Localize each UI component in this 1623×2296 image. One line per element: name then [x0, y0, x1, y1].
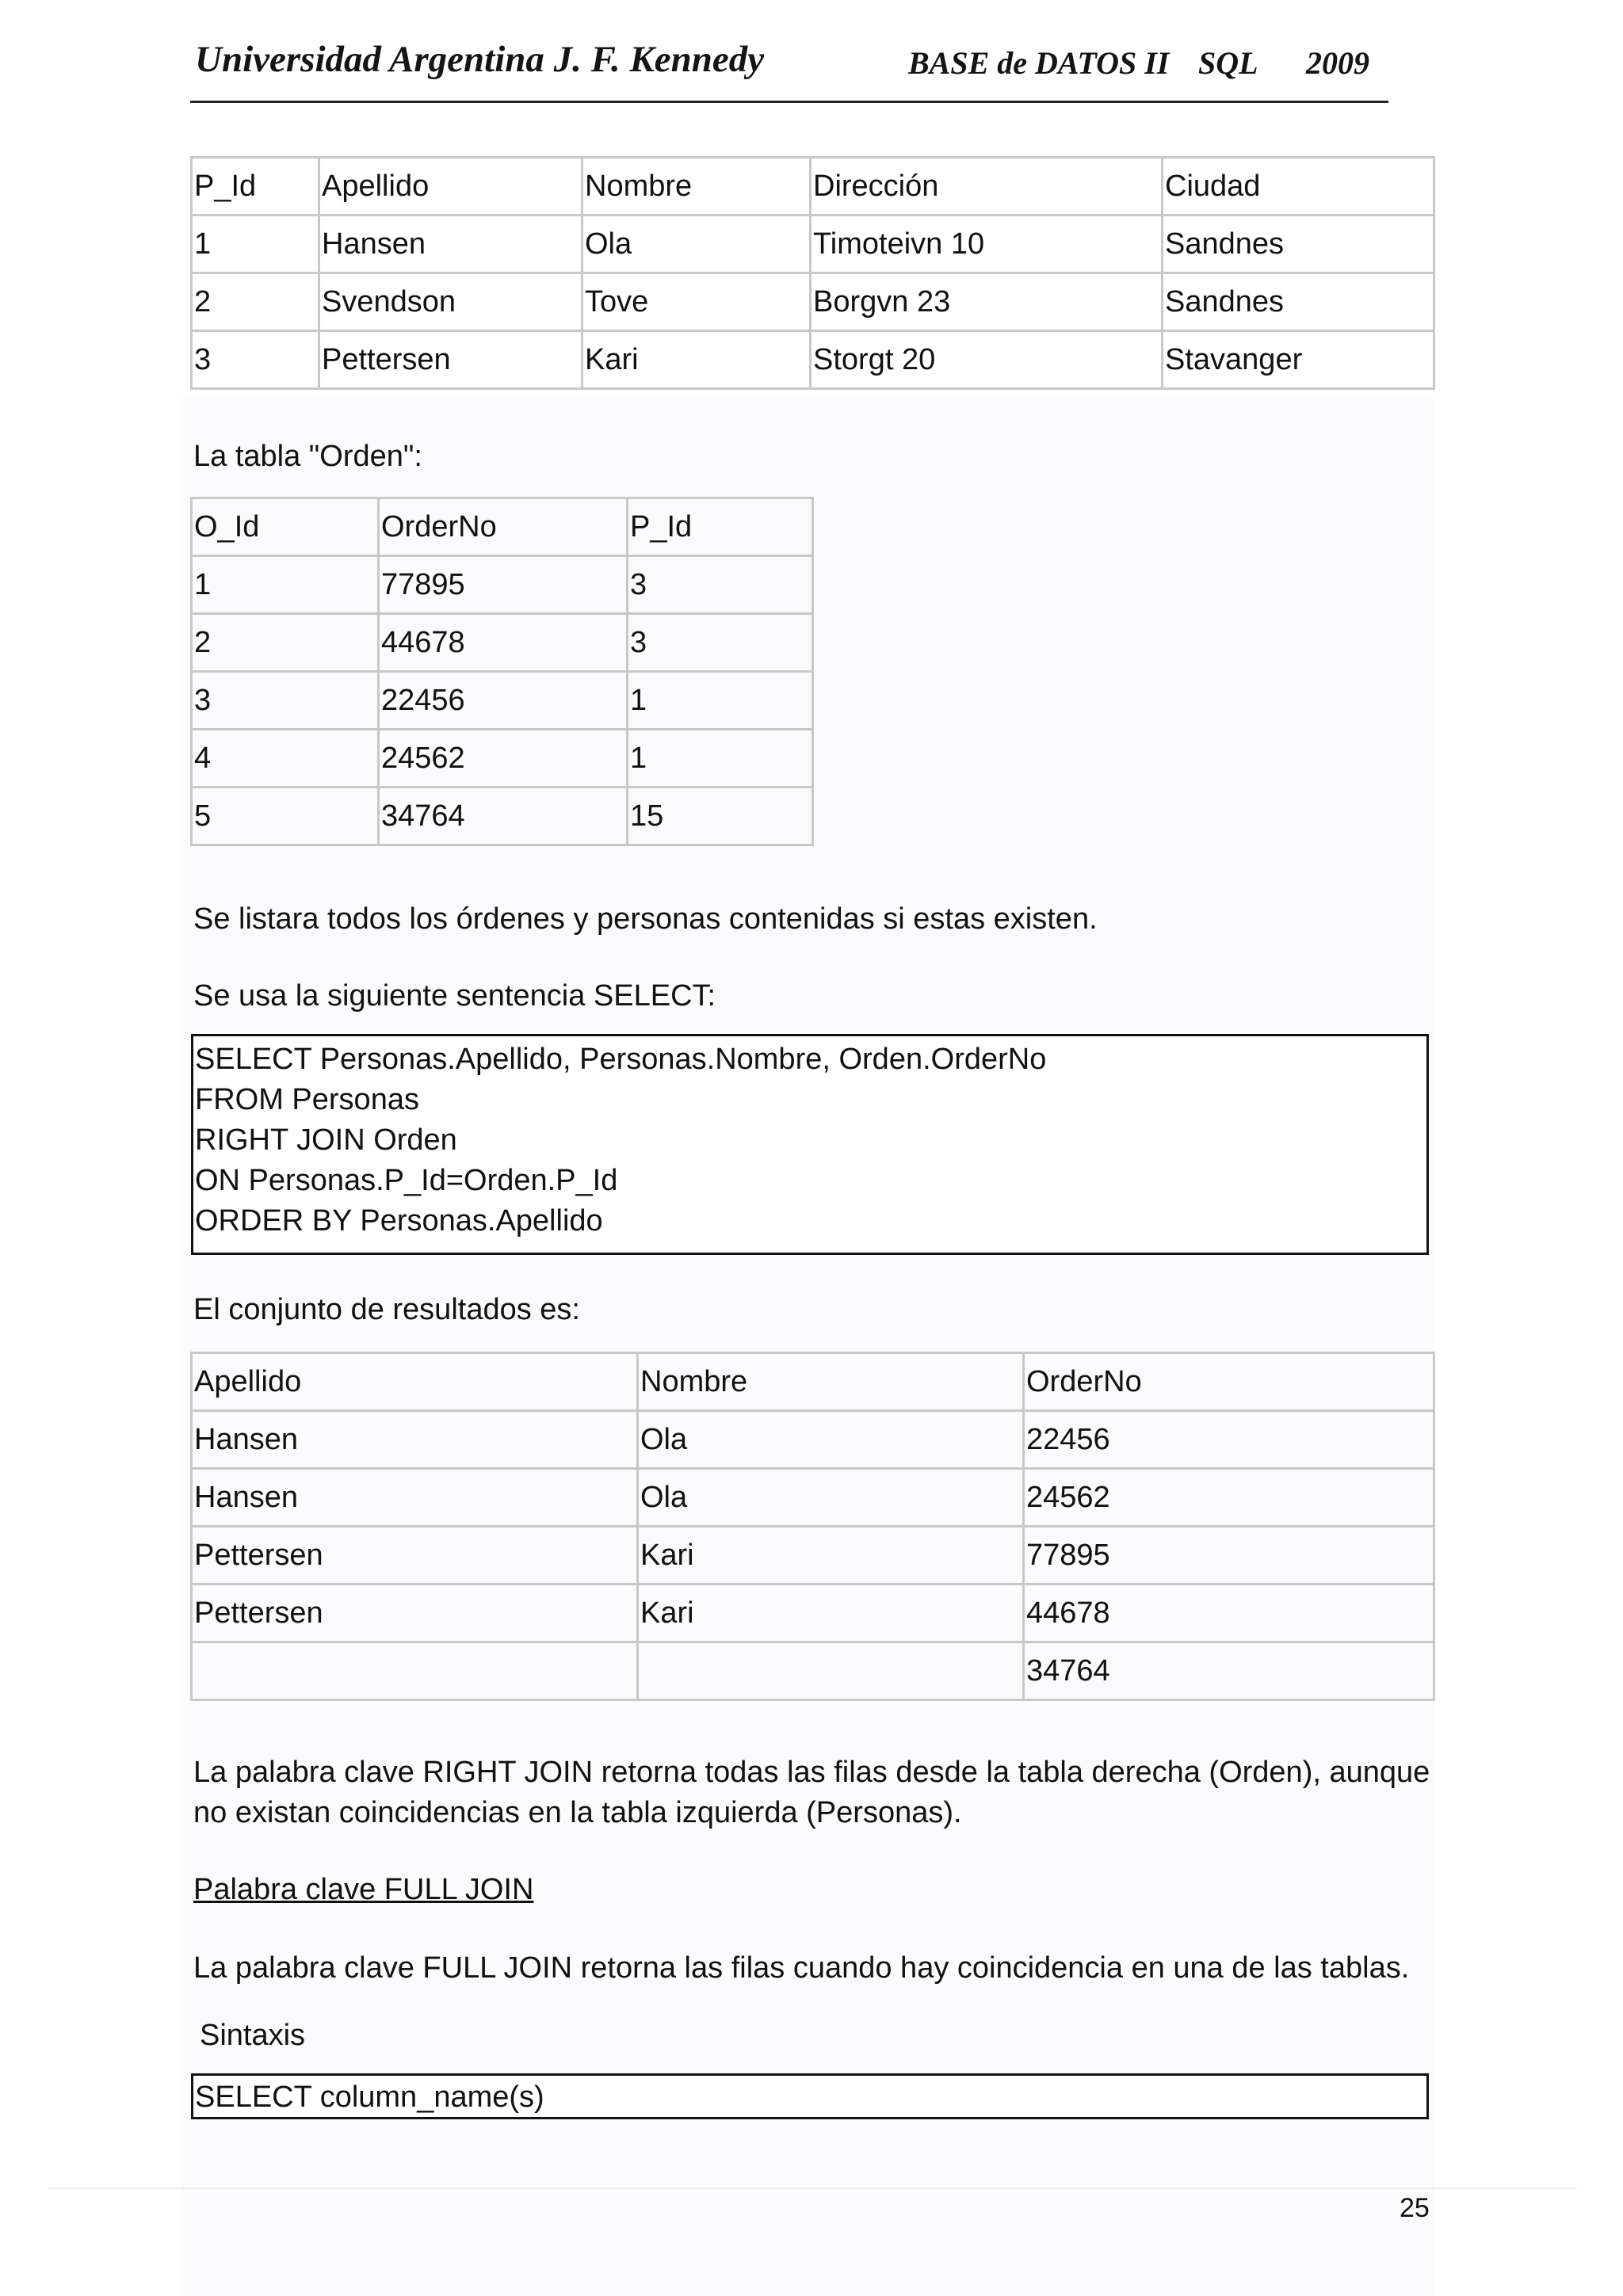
paragraph-result-intro: El conjunto de resultados es: [193, 1293, 580, 1326]
table-header-cell: Ciudad [1163, 158, 1434, 215]
table-header-cell: Apellido [319, 158, 582, 215]
table-row [192, 1527, 1434, 1585]
table-header-cell: P_Id [192, 158, 319, 215]
paragraph-select-intro: Se usa la siguiente sentencia SELECT: [193, 979, 716, 1013]
table-row [192, 730, 813, 788]
table-cell: Borgvn 23 [811, 273, 1163, 331]
header-university: Universidad Argentina J. F. Kennedy [195, 39, 765, 80]
table-row [192, 331, 1434, 389]
code-line: SELECT Personas.Apellido, Personas.Nombre, Orden.OrderNo [195, 1043, 1047, 1076]
header-divider [190, 101, 1388, 103]
table-cell: Kari [582, 331, 811, 389]
table-cell: 34764 [379, 788, 628, 845]
table-cell: 4 [192, 730, 379, 788]
table-cell: Hansen [192, 1469, 638, 1527]
table-row [192, 273, 1434, 331]
syntax-label: Sintaxis [200, 2019, 306, 2052]
footer-divider [48, 2187, 1577, 2189]
code-line: ON Personas.P_Id=Orden.P_Id [195, 1164, 618, 1197]
paragraph-full-join-explanation: La palabra clave FULL JOIN retorna las filas cuando hay coincidencia en una de las tablas. [193, 1951, 1410, 1985]
table-cell: 3 [192, 331, 319, 389]
paragraph-right-join-explanation: La palabra clave RIGHT JOIN retorna todas las filas desde la tabla derecha (Orden), aunque no existan coincidencias en la tabla izquierda (Personas). [193, 1756, 1430, 1829]
table-cell: 2 [192, 273, 319, 331]
table-cell: Ola [582, 215, 811, 273]
table-row [192, 614, 813, 672]
table-cell: 2 [192, 614, 379, 672]
table-header-cell: P_Id [628, 498, 813, 556]
table-cell: 24562 [379, 730, 628, 788]
table-cell: 3 [628, 556, 813, 614]
table-cell: 22456 [1024, 1411, 1434, 1469]
table-cell: 44678 [379, 614, 628, 672]
table-cell: Pettersen [192, 1527, 638, 1585]
code-line: FROM Personas [195, 1083, 419, 1116]
table-cell: 77895 [379, 556, 628, 614]
table-cell: 24562 [1024, 1469, 1434, 1527]
table-cell: Hansen [319, 215, 582, 273]
table-cell: 1 [192, 215, 319, 273]
table-header-cell: OrderNo [1024, 1353, 1434, 1411]
personas-table [190, 156, 1435, 390]
table-header-cell: Apellido [192, 1353, 638, 1411]
table-cell: 1 [192, 556, 379, 614]
header-year: 2009 [1306, 45, 1369, 81]
table-row [192, 1585, 1434, 1642]
table-header-cell: Nombre [582, 158, 811, 215]
table-cell: Sandnes [1163, 215, 1434, 273]
table-cell: Sandnes [1163, 273, 1434, 331]
table-header-cell: OrderNo [379, 498, 628, 556]
header-course: BASE de DATOS II [908, 45, 1170, 81]
paragraph-list-all: Se listara todos los órdenes y personas contenidas si estas existen. [193, 902, 1098, 936]
table-cell: 77895 [1024, 1527, 1434, 1585]
table-cell: Hansen [192, 1411, 638, 1469]
table-header-row [192, 158, 1434, 215]
table-cell: Pettersen [319, 331, 582, 389]
table-cell: 15 [628, 788, 813, 845]
table-row [192, 672, 813, 730]
table-row [192, 215, 1434, 273]
table-cell: Timoteivn 10 [811, 215, 1163, 273]
table-cell: Svendson [319, 273, 582, 331]
table-cell: 3 [192, 672, 379, 730]
sql-code-box [191, 1034, 1429, 1255]
section-heading-full-join: Palabra clave FULL JOIN [193, 1873, 534, 1906]
table-cell: Tove [582, 273, 811, 331]
orden-table [190, 497, 814, 846]
table-cell: 5 [192, 788, 379, 845]
table-cell: Pettersen [192, 1585, 638, 1642]
table-cell [638, 1642, 1024, 1700]
table-cell: Kari [638, 1527, 1024, 1585]
table-cell: Storgt 20 [811, 331, 1163, 389]
table-row [192, 788, 813, 845]
table-header-cell: O_Id [192, 498, 379, 556]
table-header-row [192, 498, 813, 556]
table-cell [192, 1642, 638, 1700]
table-cell: 3 [628, 614, 813, 672]
code-line: RIGHT JOIN Orden [195, 1123, 457, 1157]
syntax-code-box [191, 2073, 1429, 2119]
table-cell: Ola [638, 1411, 1024, 1469]
result-table [190, 1352, 1435, 1701]
table-cell: 44678 [1024, 1585, 1434, 1642]
table-cell: Stavanger [1163, 331, 1434, 389]
page-number: 25 [1400, 2193, 1430, 2223]
header-topic: SQL [1198, 45, 1258, 81]
orden-table-caption: La tabla "Orden": [193, 440, 422, 473]
table-cell: Ola [638, 1469, 1024, 1527]
table-cell: 1 [628, 730, 813, 788]
table-row [192, 1469, 1434, 1527]
code-line: ORDER BY Personas.Apellido [195, 1204, 603, 1238]
table-header-cell: Dirección [811, 158, 1163, 215]
table-cell: Kari [638, 1585, 1024, 1642]
table-header-row [192, 1353, 1434, 1411]
code-line: SELECT column_name(s) [195, 2081, 544, 2114]
table-row [192, 1642, 1434, 1700]
table-cell: 34764 [1024, 1642, 1434, 1700]
table-row [192, 556, 813, 614]
table-header-cell: Nombre [638, 1353, 1024, 1411]
table-row [192, 1411, 1434, 1469]
table-cell: 1 [628, 672, 813, 730]
table-cell: 22456 [379, 672, 628, 730]
